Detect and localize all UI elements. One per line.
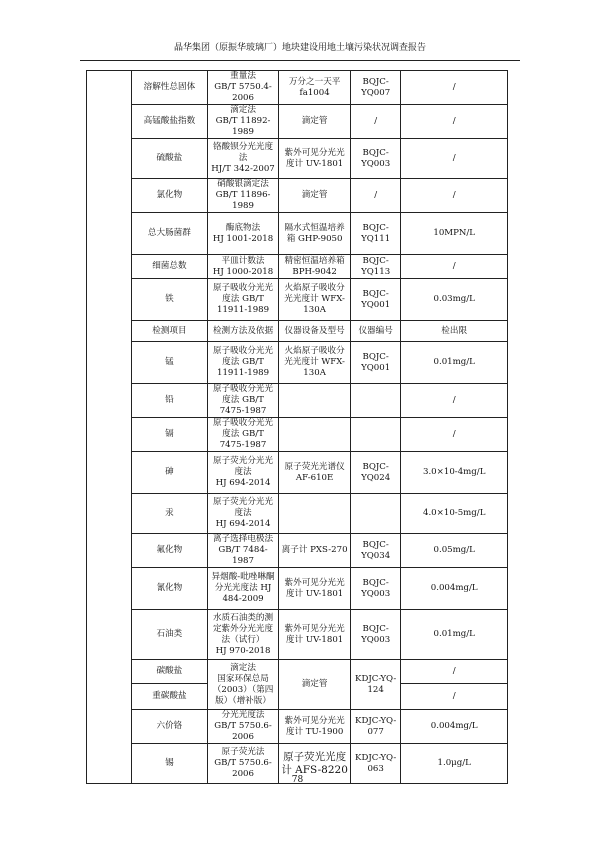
test-item-cell: 汞 xyxy=(132,494,208,534)
instrument-cell xyxy=(279,494,351,534)
instrument-cell: 隔水式恒温培养箱 GHP-9050 xyxy=(279,213,351,255)
detection-limit-cell: 10MPN/L xyxy=(401,213,508,255)
method-cell: 原子荧光法 GB/T 5750.6-2006 xyxy=(207,744,279,784)
method-cell: 原子荧光分光光度法 HJ 694-2014 xyxy=(207,494,279,534)
detection-limit-cell: / xyxy=(401,384,508,418)
test-item-cell: 石油类 xyxy=(132,610,208,660)
test-item-cell: 氰化物 xyxy=(132,568,208,610)
method-cell: 原子吸收分光光度法 GB/T 11911-1989 xyxy=(207,279,279,321)
table-row xyxy=(87,710,508,744)
instrument-cell: 万分之一天平 fa1004 xyxy=(279,71,351,105)
instrument-code-cell xyxy=(350,494,401,534)
table-row xyxy=(87,660,508,684)
test-item-cell: 高锰酸盐指数 xyxy=(132,105,208,139)
detection-methods-table xyxy=(86,70,508,784)
method-cell: 平皿计数法 HJ 1000-2018 xyxy=(207,255,279,279)
instrument-code-cell: BQJC-YQ007 xyxy=(350,71,401,105)
instrument-cell: 精密恒温培养箱 BPH-9042 xyxy=(279,255,351,279)
instrument-cell: 紫外可见分光光度计 UV-1801 xyxy=(279,568,351,610)
instrument-code-cell: / xyxy=(350,179,401,213)
detection-limit-cell: / xyxy=(401,105,508,139)
table-row xyxy=(87,342,508,384)
method-cell: 异烟酸-吡唑啉酮分光光度法 HJ 484-2009 xyxy=(207,568,279,610)
instrument-code-cell: BQJC-YQ001 xyxy=(350,279,401,321)
test-item-cell: 总大肠菌群 xyxy=(132,213,208,255)
table-row xyxy=(87,494,508,534)
method-cell: 铬酸钡分光光度法 HJ/T 342-2007 xyxy=(207,139,279,179)
table-row xyxy=(87,279,508,321)
table-row xyxy=(87,255,508,279)
test-item-cell: 锰 xyxy=(132,342,208,384)
instrument-cell: 滴定管 xyxy=(279,660,351,710)
page-number: 78 xyxy=(291,775,304,785)
detection-limit-cell: / xyxy=(401,660,508,684)
table-row xyxy=(87,452,508,494)
test-item-cell: 砷 xyxy=(132,452,208,494)
table-row xyxy=(87,179,508,213)
instrument-cell: 原子荧光光度计 AFS-8220 xyxy=(279,744,351,784)
table-row xyxy=(87,534,508,568)
table-row xyxy=(87,71,508,105)
instrument-cell: 滴定管 xyxy=(279,179,351,213)
instrument-code-cell: BQJC-YQ113 xyxy=(350,255,401,279)
table-row xyxy=(87,610,508,660)
detection-limit-cell: / xyxy=(401,139,508,179)
detection-limit-cell: 0.004mg/L xyxy=(401,568,508,610)
test-item-cell: 氯化物 xyxy=(132,179,208,213)
category-column xyxy=(87,71,132,784)
test-item-cell: 检测项目 xyxy=(132,321,208,342)
method-cell: 重量法 GB/T 5750.4-2006 xyxy=(207,71,279,105)
method-cell: 离子选择电极法 GB/T 7484-1987 xyxy=(207,534,279,568)
method-cell: 原子吸收分光光度法 GB/T 7475-1987 xyxy=(207,384,279,418)
instrument-cell xyxy=(279,384,351,418)
test-item-cell: 重碳酸盐 xyxy=(132,684,208,710)
method-cell: 水质石油类的测定紫外分光光度法（试行） HJ 970-2018 xyxy=(207,610,279,660)
instrument-code-cell: KDJC-YQ-124 xyxy=(350,660,401,710)
test-item-cell: 铁 xyxy=(132,279,208,321)
test-item-cell: 镉 xyxy=(132,418,208,452)
method-cell: 滴定法 GB/T 11892-1989 xyxy=(207,105,279,139)
method-cell: 原子荧光分光光度法 HJ 694-2014 xyxy=(207,452,279,494)
instrument-cell: 紫外可见分光光度计 UV-1801 xyxy=(279,610,351,660)
test-item-cell: 硫酸盐 xyxy=(132,139,208,179)
method-cell: 硝酸银滴定法 GB/T 11896-1989 xyxy=(207,179,279,213)
detection-limit-cell: 4.0×10-5mg/L xyxy=(401,494,508,534)
method-cell: 分光光度法 GB/T 5750.6-2006 xyxy=(207,710,279,744)
instrument-cell: 紫外可见分光光度计 UV-1801 xyxy=(279,139,351,179)
method-cell: 滴定法 国家环保总局（2003）（第四版）（增补版） xyxy=(207,660,279,710)
detection-limit-cell: 3.0×10-4mg/L xyxy=(401,452,508,494)
test-item-cell: 六价铬 xyxy=(132,710,208,744)
detection-limit-cell: 0.03mg/L xyxy=(401,279,508,321)
instrument-cell: 仪器设备及型号 xyxy=(279,321,351,342)
detection-limit-cell: 0.05mg/L xyxy=(401,534,508,568)
instrument-cell: 紫外可见分光光度计 TU-1900 xyxy=(279,710,351,744)
detection-limit-cell: / xyxy=(401,418,508,452)
instrument-code-cell: BQJC-YQ034 xyxy=(350,534,401,568)
detection-limit-cell: / xyxy=(401,71,508,105)
test-item-cell: 溶解性总固体 xyxy=(132,71,208,105)
instrument-code-cell xyxy=(350,384,401,418)
instrument-cell xyxy=(279,418,351,452)
instrument-cell: 离子计 PXS-270 xyxy=(279,534,351,568)
test-item-cell: 铅 xyxy=(132,384,208,418)
instrument-code-cell: KDJC-YQ-077 xyxy=(350,710,401,744)
detection-limit-cell: / xyxy=(401,179,508,213)
instrument-cell: 火焰原子吸收分光光度计 WFX-130A xyxy=(279,342,351,384)
method-cell: 原子吸收分光光度法 GB/T 11911-1989 xyxy=(207,342,279,384)
method-cell: 检测方法及依据 xyxy=(207,321,279,342)
detection-limit-cell: 0.01mg/L xyxy=(401,342,508,384)
test-item-cell: 细菌总数 xyxy=(132,255,208,279)
page-header: 晶华集团（原振华玻璃厂）地块建设用地土壤污染状况调查报告 xyxy=(80,42,520,61)
detection-limit-cell: 检出限 xyxy=(401,321,508,342)
instrument-code-cell: BQJC-YQ111 xyxy=(350,213,401,255)
detection-limit-cell: / xyxy=(401,255,508,279)
table-row xyxy=(87,213,508,255)
test-item-cell: 锡 xyxy=(132,744,208,784)
table-row xyxy=(87,384,508,418)
table-row xyxy=(87,105,508,139)
test-item-cell: 氟化物 xyxy=(132,534,208,568)
instrument-cell: 滴定管 xyxy=(279,105,351,139)
table-row xyxy=(87,321,508,342)
instrument-code-cell: BQJC-YQ003 xyxy=(350,139,401,179)
instrument-code-cell: / xyxy=(350,105,401,139)
instrument-code-cell: KDJC-YQ-063 xyxy=(350,744,401,784)
instrument-code-cell: 仪器编号 xyxy=(350,321,401,342)
table-row xyxy=(87,139,508,179)
table-row xyxy=(87,418,508,452)
method-cell: 酶底物法 HJ 1001-2018 xyxy=(207,213,279,255)
table-row xyxy=(87,568,508,610)
instrument-code-cell: BQJC-YQ001 xyxy=(350,342,401,384)
instrument-cell: 原子荧光光谱仪 AF-610E xyxy=(279,452,351,494)
instrument-code-cell xyxy=(350,418,401,452)
instrument-cell: 火焰原子吸收分光光度计 WFX-130A xyxy=(279,279,351,321)
method-cell: 原子吸收分光光度法 GB/T 7475-1987 xyxy=(207,418,279,452)
instrument-code-cell: BQJC-YQ003 xyxy=(350,610,401,660)
detection-limit-cell: 0.01mg/L xyxy=(401,610,508,660)
instrument-code-cell: BQJC-YQ024 xyxy=(350,452,401,494)
instrument-code-cell: BQJC-YQ003 xyxy=(350,568,401,610)
detection-limit-cell: / xyxy=(401,684,508,710)
detection-limit-cell: 1.0μg/L xyxy=(401,744,508,784)
detection-limit-cell: 0.004mg/L xyxy=(401,710,508,744)
test-item-cell: 碳酸盐 xyxy=(132,660,208,684)
